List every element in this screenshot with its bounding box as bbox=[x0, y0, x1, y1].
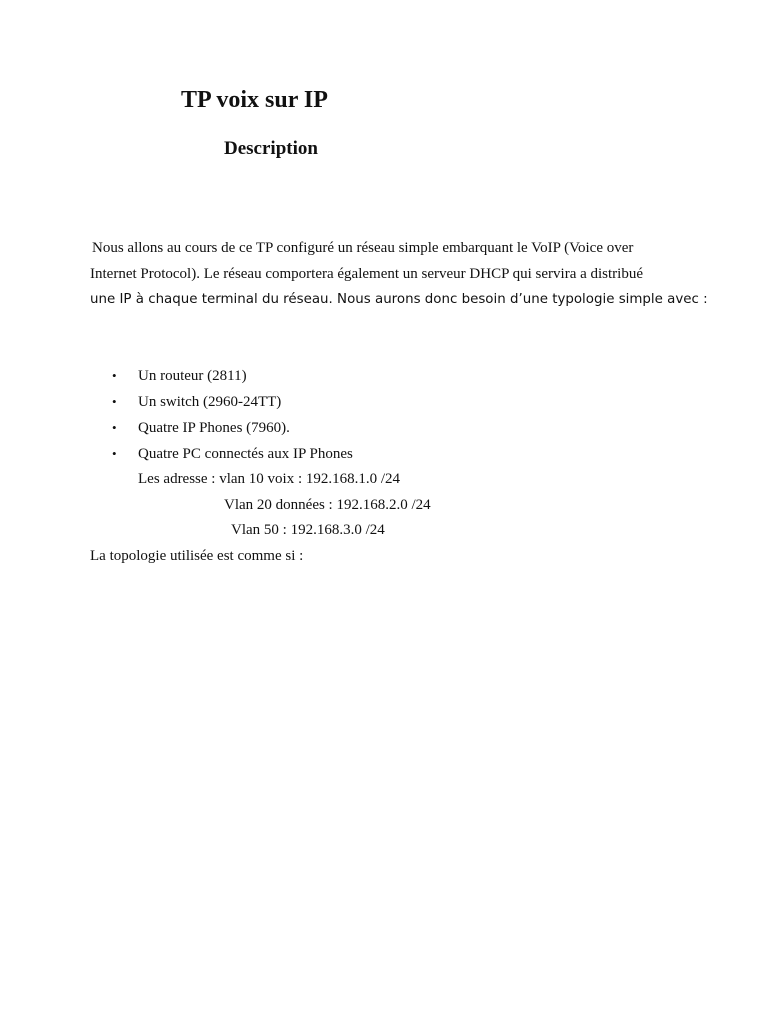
list-item-ip-phones bbox=[112, 418, 290, 438]
list-item-label: Quatre IP Phones (7960). bbox=[138, 420, 290, 436]
list-item-label: Un routeur (2811) bbox=[138, 368, 247, 384]
list-item-switch bbox=[112, 392, 281, 412]
intro-line-3: une IP à chaque terminal du réseau. Nous aurons donc besoin d’une typologie simple avec : bbox=[90, 292, 708, 307]
topology-caption: La topologie utilisée est comme si : bbox=[90, 548, 304, 564]
bullet-icon: • bbox=[112, 446, 117, 461]
list-item-label: Un switch (2960-24TT) bbox=[138, 394, 282, 410]
bullet-icon: • bbox=[112, 368, 117, 383]
intro-line-2: Internet Protocol). Le réseau comportera également un serveur DHCP qui servira a distribué bbox=[90, 266, 644, 282]
list-item-pcs bbox=[112, 444, 353, 464]
list-item-router bbox=[112, 366, 247, 386]
bullet-icon: • bbox=[112, 394, 117, 409]
bullet-icon: • bbox=[112, 420, 117, 435]
section-heading: Description bbox=[224, 138, 318, 159]
address-line-vlan20: Vlan 20 données : 192.168.2.0 /24 bbox=[224, 497, 431, 513]
intro-line-1: Nous allons au cours de ce TP configuré un réseau simple embarquant le VoIP (Voice over bbox=[92, 240, 634, 256]
address-line-vlan50: Vlan 50 : 192.168.3.0 /24 bbox=[231, 522, 385, 538]
list-item-label: Quatre PC connectés aux IP Phones bbox=[138, 446, 353, 462]
address-line-vlan10: Les adresse : vlan 10 voix : 192.168.1.0 /24 bbox=[138, 471, 401, 487]
document-title: TP voix sur IP bbox=[181, 87, 328, 113]
